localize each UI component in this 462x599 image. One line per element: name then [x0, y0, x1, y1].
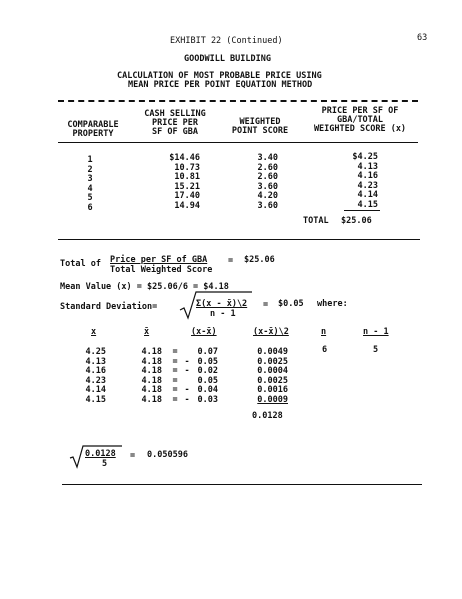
- dev-eq-column: [170, 348, 180, 406]
- total-value: $25.06: [341, 216, 372, 226]
- header-dashed-rule: [58, 100, 418, 102]
- equals-sign-1: =: [228, 256, 234, 266]
- dev-cell-eq: =: [172, 375, 178, 386]
- dev-cell-x: 4.23: [85, 375, 106, 386]
- final-denominator: 5: [102, 459, 108, 469]
- dev-cell-x: 4.13: [85, 356, 106, 367]
- table-cell-ratio: 4.13: [357, 161, 378, 172]
- dev-cell-eq: =: [172, 356, 178, 367]
- dev-n-value: 6: [322, 345, 328, 355]
- dev-cell-x: 4.15: [85, 394, 106, 405]
- dev-cell-xbar: 4.18: [141, 366, 162, 377]
- building-name: GOODWILL BUILDING: [184, 54, 271, 64]
- sd-numerator: Σ(x - x̄)\2: [196, 299, 248, 309]
- table-cell-ratio: 4.15: [357, 199, 378, 210]
- dev-cell-x: 4.14: [85, 385, 106, 396]
- dev-cell-x: 4.25: [85, 347, 106, 357]
- dev-n1-value: 5: [373, 345, 379, 355]
- table-cell-score: 2.60: [257, 162, 278, 173]
- dev-header-n1: n - 1: [363, 327, 389, 337]
- dev-header-diff: (x-x̄): [191, 327, 217, 337]
- table-cell-score: 2.60: [257, 172, 278, 183]
- table-cell-property: 3: [87, 174, 93, 185]
- dev-cell-xbar: 4.18: [141, 394, 162, 405]
- exhibit-title: EXHIBIT 22 (Continued): [170, 36, 283, 46]
- table-cell-score: 3.60: [257, 181, 278, 192]
- dev-cell-eq: =: [172, 394, 178, 405]
- dev-header-n: n: [321, 327, 327, 337]
- ratio-column: [330, 153, 378, 211]
- table-cell-price: $14.46: [169, 153, 200, 163]
- dev-cell-diff: 0.02: [197, 366, 218, 377]
- col-price-line1: CASH SELLING: [144, 109, 206, 119]
- dev-cell-sign: -: [184, 356, 190, 367]
- table-cell-property: 1: [87, 155, 93, 165]
- sd-equals: =: [263, 300, 269, 310]
- dev-cell-sq: 0.0025: [257, 375, 288, 386]
- dev-xbar-column: [134, 348, 162, 406]
- table-cell-ratio: 4.14: [357, 190, 378, 201]
- sd-result: $0.05: [278, 299, 304, 309]
- bottom-rule: [62, 484, 422, 485]
- result-total: $25.06: [244, 255, 275, 265]
- calc-title-line2: MEAN PRICE PER POINT EQUATION METHOD: [128, 80, 313, 90]
- dev-cell-xbar: 4.18: [141, 356, 162, 367]
- dev-cell-sq: 0.0016: [257, 385, 288, 396]
- table-cell-price: 10.81: [174, 172, 200, 183]
- table-cell-score: 4.20: [257, 191, 278, 202]
- total-underline: [344, 210, 380, 211]
- col-comparable-line1: COMPARABLE: [67, 120, 119, 130]
- final-numerator: 0.0128: [85, 449, 116, 459]
- price-column: [140, 154, 200, 212]
- dev-cell-eq: =: [172, 385, 178, 396]
- col-ratio-line2: GBA/TOTAL: [336, 115, 384, 125]
- dev-cell-eq: =: [172, 366, 178, 377]
- table-cell-property: 4: [87, 183, 93, 194]
- dev-cell-sq: 0.0025: [257, 356, 288, 367]
- col-ratio-line1: PRICE PER SF OF: [321, 106, 399, 116]
- col-ratio-line3: WEIGHTED SCORE (x): [313, 124, 407, 134]
- table-cell-price: 15.21: [174, 181, 200, 192]
- dev-cell-xbar: 4.18: [141, 347, 162, 357]
- dev-sum: 0.0128: [252, 411, 283, 421]
- table-cell-ratio: $4.25: [352, 152, 378, 162]
- dev-cell-diff: 0.03: [197, 394, 218, 405]
- std-dev-label: Standard Deviation=: [60, 302, 158, 312]
- table-cell-property: 5: [87, 193, 93, 204]
- table-cell-ratio: 4.16: [357, 171, 378, 182]
- table-cell-property: 2: [87, 164, 93, 175]
- where-label: where:: [317, 299, 348, 309]
- dev-cell-x: 4.16: [85, 366, 106, 377]
- total-of-label: Total of: [60, 259, 101, 269]
- col-comparable-line2: PROPERTY: [72, 129, 114, 139]
- col-score-line2: POINT SCORE: [231, 126, 289, 136]
- final-result: 0.050596: [147, 450, 188, 460]
- table-cell-score: 3.40: [257, 153, 278, 163]
- mean-value-line: Mean Value (x) = $25.06/6 = $4.18: [60, 282, 229, 292]
- table-cell-price: 17.40: [174, 191, 200, 202]
- score-column: [230, 154, 278, 212]
- col-price-line3: SF OF GBA: [151, 127, 199, 137]
- dev-cell-sign: -: [184, 366, 190, 377]
- dev-cell-diff: 0.05: [197, 375, 218, 386]
- property-column: [80, 156, 100, 214]
- col-price-line2: PRICE PER: [151, 118, 199, 128]
- dev-cell-eq: =: [172, 347, 178, 357]
- dev-cell-sq: 0.0009: [257, 394, 288, 405]
- section-rule: [58, 239, 420, 240]
- total-label: TOTAL: [303, 216, 329, 226]
- dev-header-sq: (x-x̄)\2: [253, 327, 289, 337]
- dev-header-xbar: x̄: [144, 327, 150, 337]
- table-cell-property: 6: [87, 202, 93, 213]
- dev-cell-xbar: 4.18: [141, 385, 162, 396]
- dev-cell-sq: 0.0049: [257, 347, 288, 357]
- sd-denominator: n - 1: [210, 309, 236, 319]
- dev-cell-diff: 0.04: [197, 385, 218, 396]
- table-header-rule: [58, 142, 418, 143]
- price-numerator: Price per SF of GBA: [110, 255, 208, 265]
- calc-title-line1: CALCULATION OF MOST PROBABLE PRICE USING: [117, 71, 322, 81]
- dev-header-x: x: [91, 327, 97, 337]
- dev-cell-diff: 0.05: [197, 356, 218, 367]
- score-denominator: Total Weighted Score: [110, 265, 213, 275]
- dev-x-column: [78, 348, 106, 406]
- page-number: 63: [417, 33, 428, 43]
- dev-cell-sq: 0.0004: [257, 366, 288, 377]
- col-score-line1: WEIGHTED: [239, 117, 281, 127]
- table-cell-price: 14.94: [174, 200, 200, 211]
- table-cell-price: 10.73: [174, 162, 200, 173]
- final-equals: =: [130, 451, 136, 461]
- dev-cell-sign: -: [184, 394, 190, 405]
- dev-diff-column: [190, 348, 218, 406]
- dev-cell-xbar: 4.18: [141, 375, 162, 386]
- dev-sq-column: [250, 348, 288, 406]
- dev-cell-diff: 0.07: [197, 347, 218, 357]
- table-cell-ratio: 4.23: [357, 180, 378, 191]
- table-cell-score: 3.60: [257, 200, 278, 211]
- dev-cell-sign: -: [184, 385, 190, 396]
